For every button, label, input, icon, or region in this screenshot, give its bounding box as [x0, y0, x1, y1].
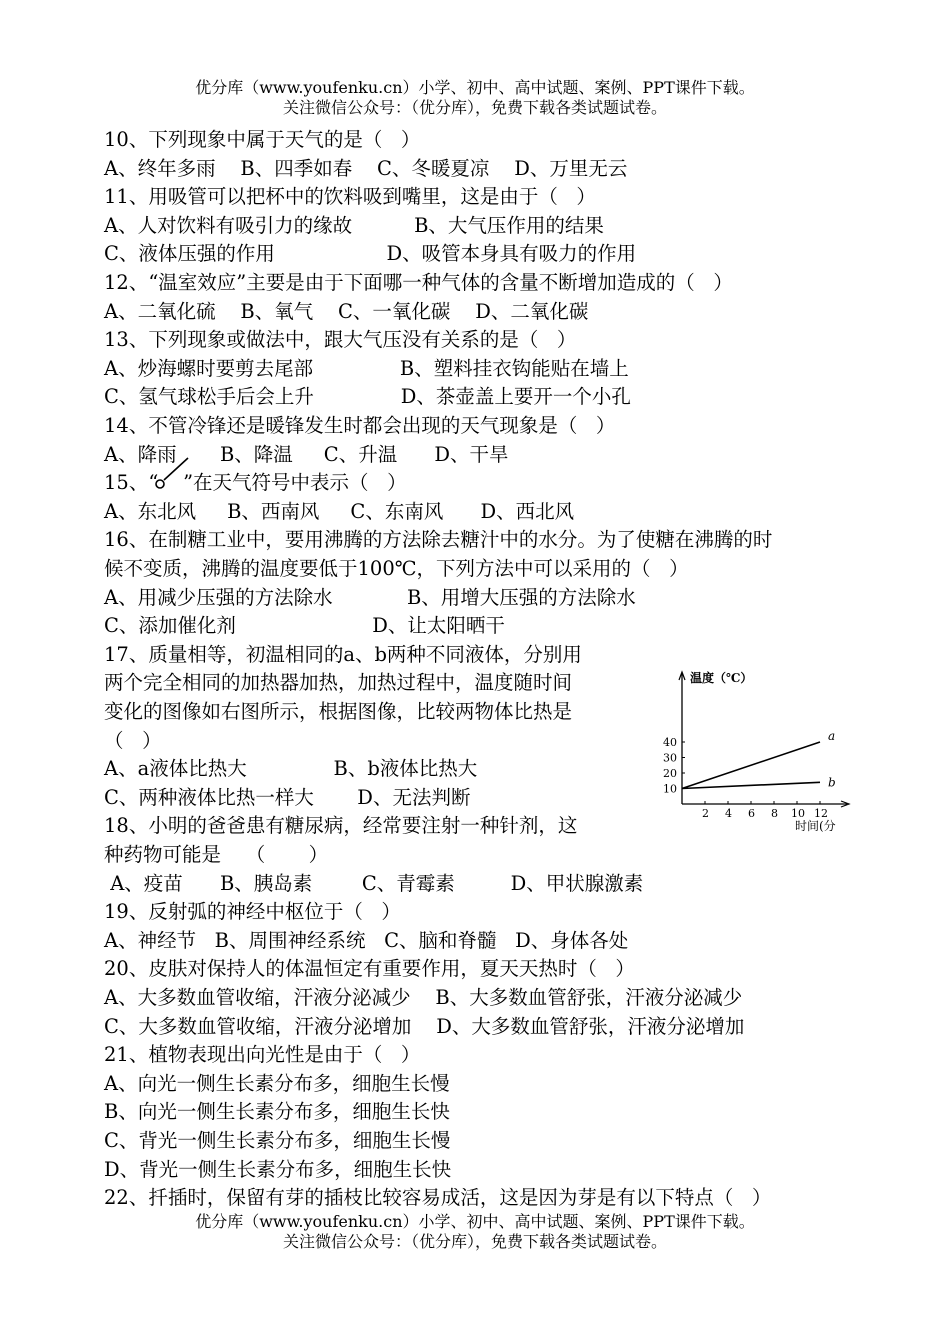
question-line: A、用减少压强的方法除水 B、用增大压强的方法除水	[104, 585, 636, 609]
question-line: A、东北风 B、西南风 C、东南风 D、西北风	[104, 499, 575, 523]
footer-line-1: 优分库（www.youfenku.cn）小学、初中、高中试题、案例、PPT课件下载。	[195, 1212, 755, 1231]
question-line: 21、植物表现出向光性是由于（ ）	[104, 1043, 421, 1067]
question-line: C、背光一侧生长素分布多，细胞生长慢	[104, 1129, 451, 1152]
series-label-a: a	[828, 729, 836, 743]
question-line: A、疫苗 B、胰岛素 C、青霉素 D、甲状腺激素	[104, 871, 644, 895]
question-line: 20、皮肤对保持人的体温恒定有重要作用，夏天天热时（ ）	[104, 957, 635, 981]
y-tick-label: 10	[663, 782, 677, 796]
question-line: 18、小明的爸爸患有糖尿病，经常要注射一种针剂，这	[104, 814, 578, 838]
question-line: A、人对饮料有吸引力的缘故 B、大气压作用的结果	[104, 213, 604, 237]
series-line-a	[682, 742, 820, 789]
question-line: 候不变质，沸腾的温度要低于100℃，下列方法中可以采用的（ ）	[104, 557, 689, 580]
question-line: 19、反射弧的神经中枢位于（ ）	[104, 900, 401, 924]
question-line: 10、下列现象中属于天气的是（ ）	[104, 128, 421, 151]
question-line: D、背光一侧生长素分布多，细胞生长快	[104, 1157, 452, 1181]
header-line-2: 关注微信公众号：（优分库），免费下载各类试题试卷。	[282, 98, 667, 117]
question-line: C、大多数血管收缩，汗液分泌增加 D、大多数血管舒张，汗液分泌增加	[104, 1014, 745, 1038]
question-line: 16、在制糖工业中，要用沸腾的方法除去糖汁中的水分。为了使糖在沸腾的时	[104, 528, 773, 552]
question-line: 变化的图像如右图所示，根据图像，比较两物体比热是	[104, 700, 573, 723]
question-line: A、终年多雨 B、四季如春 C、冬暖夏凉 D、万里无云	[104, 156, 628, 180]
x-axis-label: 时间(分	[795, 819, 836, 833]
temperature-time-chart	[652, 660, 852, 840]
x-tick-label: 4	[725, 807, 732, 820]
question-line: A、炒海螺时要剪去尾部 B、塑料挂衣钩能贴在墙上	[104, 356, 629, 380]
x-tick-label: 10	[791, 807, 805, 820]
question-line: A、a液体比热大 B、b液体比热大	[104, 757, 478, 781]
x-tick-label: 12	[814, 807, 828, 820]
question-line: 两个完全相同的加热器加热，加热过程中，温度随时间	[104, 671, 573, 695]
question-line: 14、不管冷锋还是暖锋发生时都会出现的天气现象是（ ）	[104, 414, 616, 437]
question-line: C、两种液体比热一样大 D、无法判断	[104, 785, 471, 809]
question-line: A、降雨 B、降温 C、升温 D、干旱	[104, 442, 509, 466]
series-line-b	[682, 782, 820, 788]
question-line: 17、质量相等，初温相同的a、b两种不同液体，分别用	[104, 642, 582, 666]
question-line: A、二氧化硫 B、氧气 C、一氧化碳 D、二氧化碳	[104, 299, 589, 323]
question-line: C、液体压强的作用 D、吸管本身具有吸力的作用	[104, 242, 637, 266]
x-tick-label: 2	[702, 807, 709, 820]
y-tick-label: 30	[663, 751, 677, 765]
question-line: 22、扦插时，保留有芽的插枝比较容易成活，这是因为芽是有以下特点（ ）	[104, 1186, 772, 1210]
header-line-1: 优分库（www.youfenku.cn）小学、初中、高中试题、案例、PPT课件下载。	[195, 78, 755, 97]
y-tick-label: 20	[663, 767, 677, 780]
wind-symbol-icon	[150, 456, 195, 492]
question-line: A、向光一侧生长素分布多，细胞生长慢	[104, 1071, 450, 1095]
y-tick-label: 40	[663, 736, 677, 749]
question-line: A、神经节 B、周围神经系统 C、脑和脊髓 D、身体各处	[104, 928, 629, 952]
question-line: C、添加催化剂 D、让太阳晒干	[104, 614, 505, 638]
question-line: 15、“ ”在天气符号中表示（ ）	[104, 471, 407, 495]
question-line: 种药物可能是 （ ）	[104, 843, 329, 866]
question-line: 13、下列现象或做法中，跟大气压没有关系的是（ ）	[104, 328, 577, 352]
question-line: B、向光一侧生长素分布多，细胞生长快	[104, 1100, 450, 1124]
question-line: （ ）	[104, 728, 162, 752]
series-label-b: b	[828, 775, 836, 790]
question-line: A、大多数血管收缩，汗液分泌减少 B、大多数血管舒张，汗液分泌减少	[104, 986, 743, 1009]
x-tick-label: 8	[771, 807, 778, 820]
question-line: 11、用吸管可以把杯中的饮料吸到嘴里，这是由于（ ）	[104, 185, 596, 209]
question-line: 12、“温室效应”主要是由于下面哪一种气体的含量不断增加造成的（ ）	[104, 271, 733, 294]
x-tick-label: 6	[748, 807, 755, 820]
question-line: C、氢气球松手后会上升 D、茶壶盖上要开一个小孔	[104, 385, 631, 409]
footer-line-2: 关注微信公众号：（优分库），免费下载各类试题试卷。	[282, 1232, 667, 1251]
y-axis-label: 温度（℃）	[690, 671, 753, 685]
